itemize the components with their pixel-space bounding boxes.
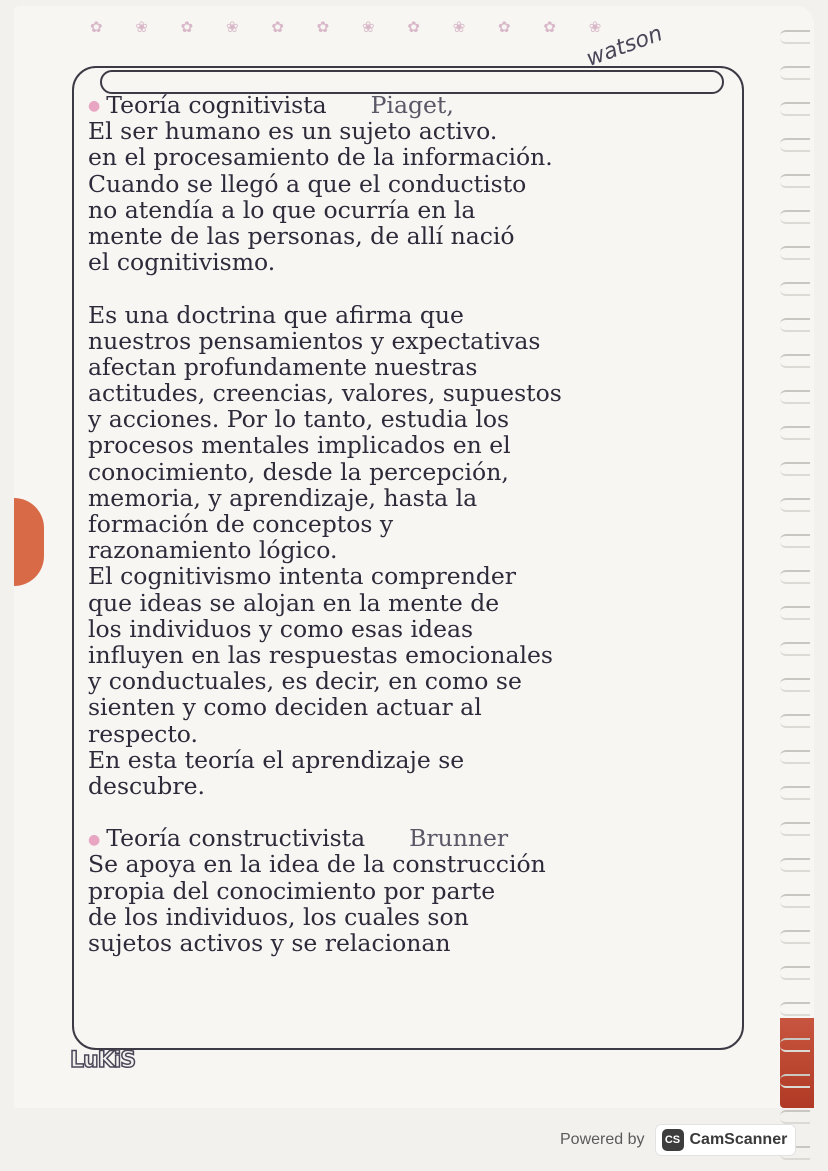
notebook-brand-logo: LuKiS	[70, 1048, 136, 1073]
text-line: memoria, y aprendizaje, hasta la	[88, 483, 478, 512]
text-line: respecto.	[88, 719, 198, 748]
text-line: descubre.	[88, 771, 205, 800]
text-line: afectan profundamente nuestras	[88, 352, 478, 381]
text-line: El ser humano es un sujeto activo.	[88, 117, 498, 146]
text-line: formación de conceptos y	[88, 510, 394, 538]
camscanner-logo-icon: CS	[662, 1129, 684, 1151]
text-line: sienten y como deciden actuar al	[88, 693, 482, 722]
section-heading-cognitivist	[88, 92, 738, 118]
text-line: Es una doctrina que afirma que	[88, 300, 464, 329]
text-line: y conductuales, es decir, en como se	[88, 667, 522, 696]
flower-decoration: ✿ ❀ ✿ ❀ ✿ ✿ ❀ ✿ ❀ ✿ ✿ ❀	[90, 18, 616, 36]
text-line: El cognitivismo intenta comprender	[88, 562, 517, 591]
text-line: que ideas se alojan en la mente de	[88, 588, 500, 617]
text-line: los individuos y como esas ideas	[88, 614, 474, 643]
text-line: no atendía a lo que ocurría en la	[88, 195, 476, 224]
text-line: actitudes, creencias, valores, supuestos	[88, 379, 562, 408]
section-heading-constructivist	[88, 825, 738, 851]
section-author: Piaget,	[370, 91, 454, 119]
powered-by-label: Powered by	[560, 1131, 645, 1148]
section-title: Teoría constructivista	[106, 824, 366, 853]
text-line: y acciones. Por lo tanto, estudia los	[88, 405, 510, 434]
text-line: de los individuos, los cuales son	[88, 902, 469, 931]
text-line: propia del conocimiento por parte	[88, 876, 496, 905]
margin-note: watson	[583, 21, 666, 72]
text-line: Se apoya en la idea de la construcción	[88, 850, 546, 879]
bullet-dot-icon: ●	[88, 831, 101, 848]
text-line: mente de las personas, de allí nació	[88, 221, 515, 250]
text-line: conocimiento, desde la percepción,	[88, 457, 509, 486]
handwritten-notes	[88, 92, 738, 956]
spiral-binding	[774, 30, 814, 1090]
text-line: sujetos activos y se relacionan	[88, 929, 451, 957]
bullet-dot-icon: ●	[88, 98, 101, 115]
text-line: Cuando se llegó a que el conductisto	[88, 169, 527, 198]
section-title: Teoría cognitivista	[106, 91, 327, 119]
camscanner-watermark	[560, 1122, 796, 1158]
text-line: influyen en las respuestas emocionales	[88, 640, 553, 669]
text-line: En esta teoría el aprendizaje se	[88, 745, 465, 774]
text-line: en el procesamiento de la información.	[88, 143, 553, 172]
section-author: Brunner	[409, 824, 509, 853]
camscanner-badge	[655, 1124, 797, 1156]
text-line: procesos mentales implicados en el	[88, 431, 511, 460]
text-line: razonamiento lógico.	[88, 536, 338, 565]
text-line: nuestros pensamientos y expectativas	[88, 326, 541, 355]
camscanner-name: CamScanner	[689, 1131, 788, 1148]
text-line: el cognitivismo.	[88, 248, 276, 277]
